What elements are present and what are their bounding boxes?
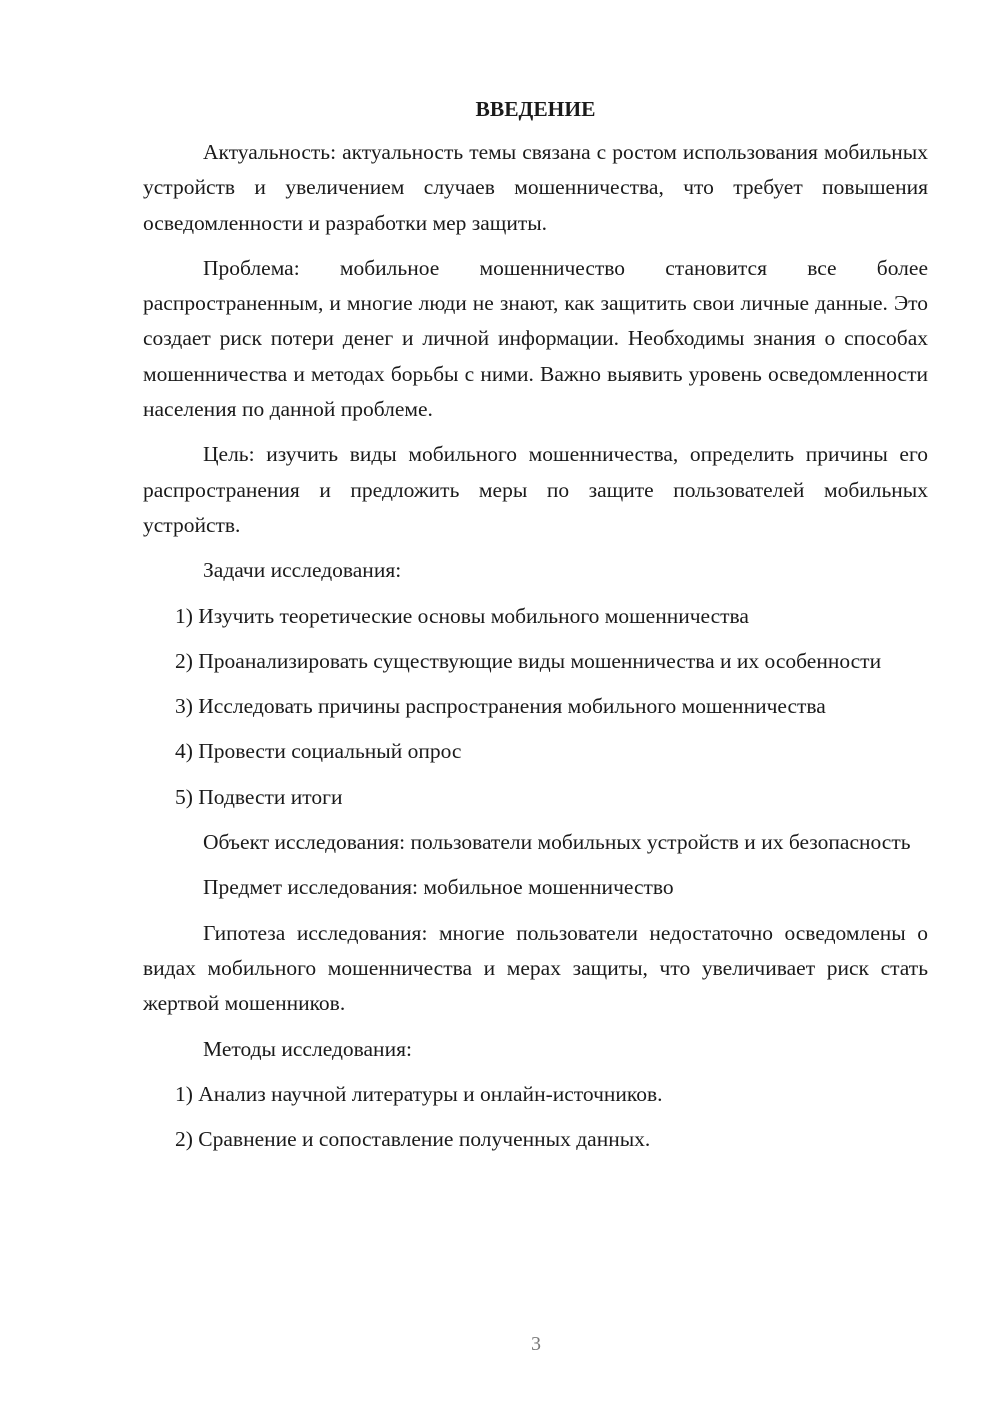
paragraph-subject: Предмет исследования: мобильное мошенничество	[203, 875, 674, 900]
task-item-5: 5) Подвести итоги	[175, 784, 343, 809]
task-item-2: 2) Проанализировать существующие виды мошенничества и их особенности	[175, 648, 882, 673]
paragraph-hypothesis: Гипотеза исследования: многие пользователи недостаточно осведомлены о видах мобильного мошенничества и мерах защиты, что увеличивает риск стать жертвой мошенников.	[143, 920, 928, 1016]
paragraph-problem: Проблема: мобильное мошенничество становится все более распространенным, и многие люди не знают, как защитить свои личные данные. Это создает риск потери денег и личной информации. Необходимы знания о способах мошенничества и методах борьбы с ними. Важно выявить уровень осведомленности населения по данной проблеме.	[143, 255, 928, 422]
task-item-3: 3) Исследовать причины распространения мобильного мошенничества	[175, 694, 826, 719]
paragraph-tasks-title: Задачи исследования:	[203, 558, 402, 583]
paragraph-object: Объект исследования: пользователи мобильных устройств и их безопасность	[203, 830, 911, 855]
page-number: 3	[531, 1333, 541, 1355]
section-heading: ВВЕДЕНИЕ	[475, 97, 596, 121]
paragraph-relevance: Актуальность: актуальность темы связана с ростом использования мобильных устройств и увеличением случаев мошенничества, что требует повышения осведомленности и разработки мер защиты.	[143, 140, 928, 235]
task-item-4: 4) Провести социальный опрос	[175, 739, 462, 764]
task-item-1: 1) Изучить теоретические основы мобильного мошенничества	[175, 603, 749, 628]
document-page	[143, 92, 928, 1167]
method-item-2: 2) Сравнение и сопоставление полученных данных.	[175, 1127, 651, 1152]
paragraph-methods-title: Методы исследования:	[203, 1036, 412, 1061]
method-item-1: 1) Анализ научной литературы и онлайн-источников.	[175, 1081, 663, 1106]
paragraph-goal: Цель: изучить виды мобильного мошенничества, определить причины его распространения и предложить меры по защите пользователей мобильных устройств.	[143, 442, 928, 537]
